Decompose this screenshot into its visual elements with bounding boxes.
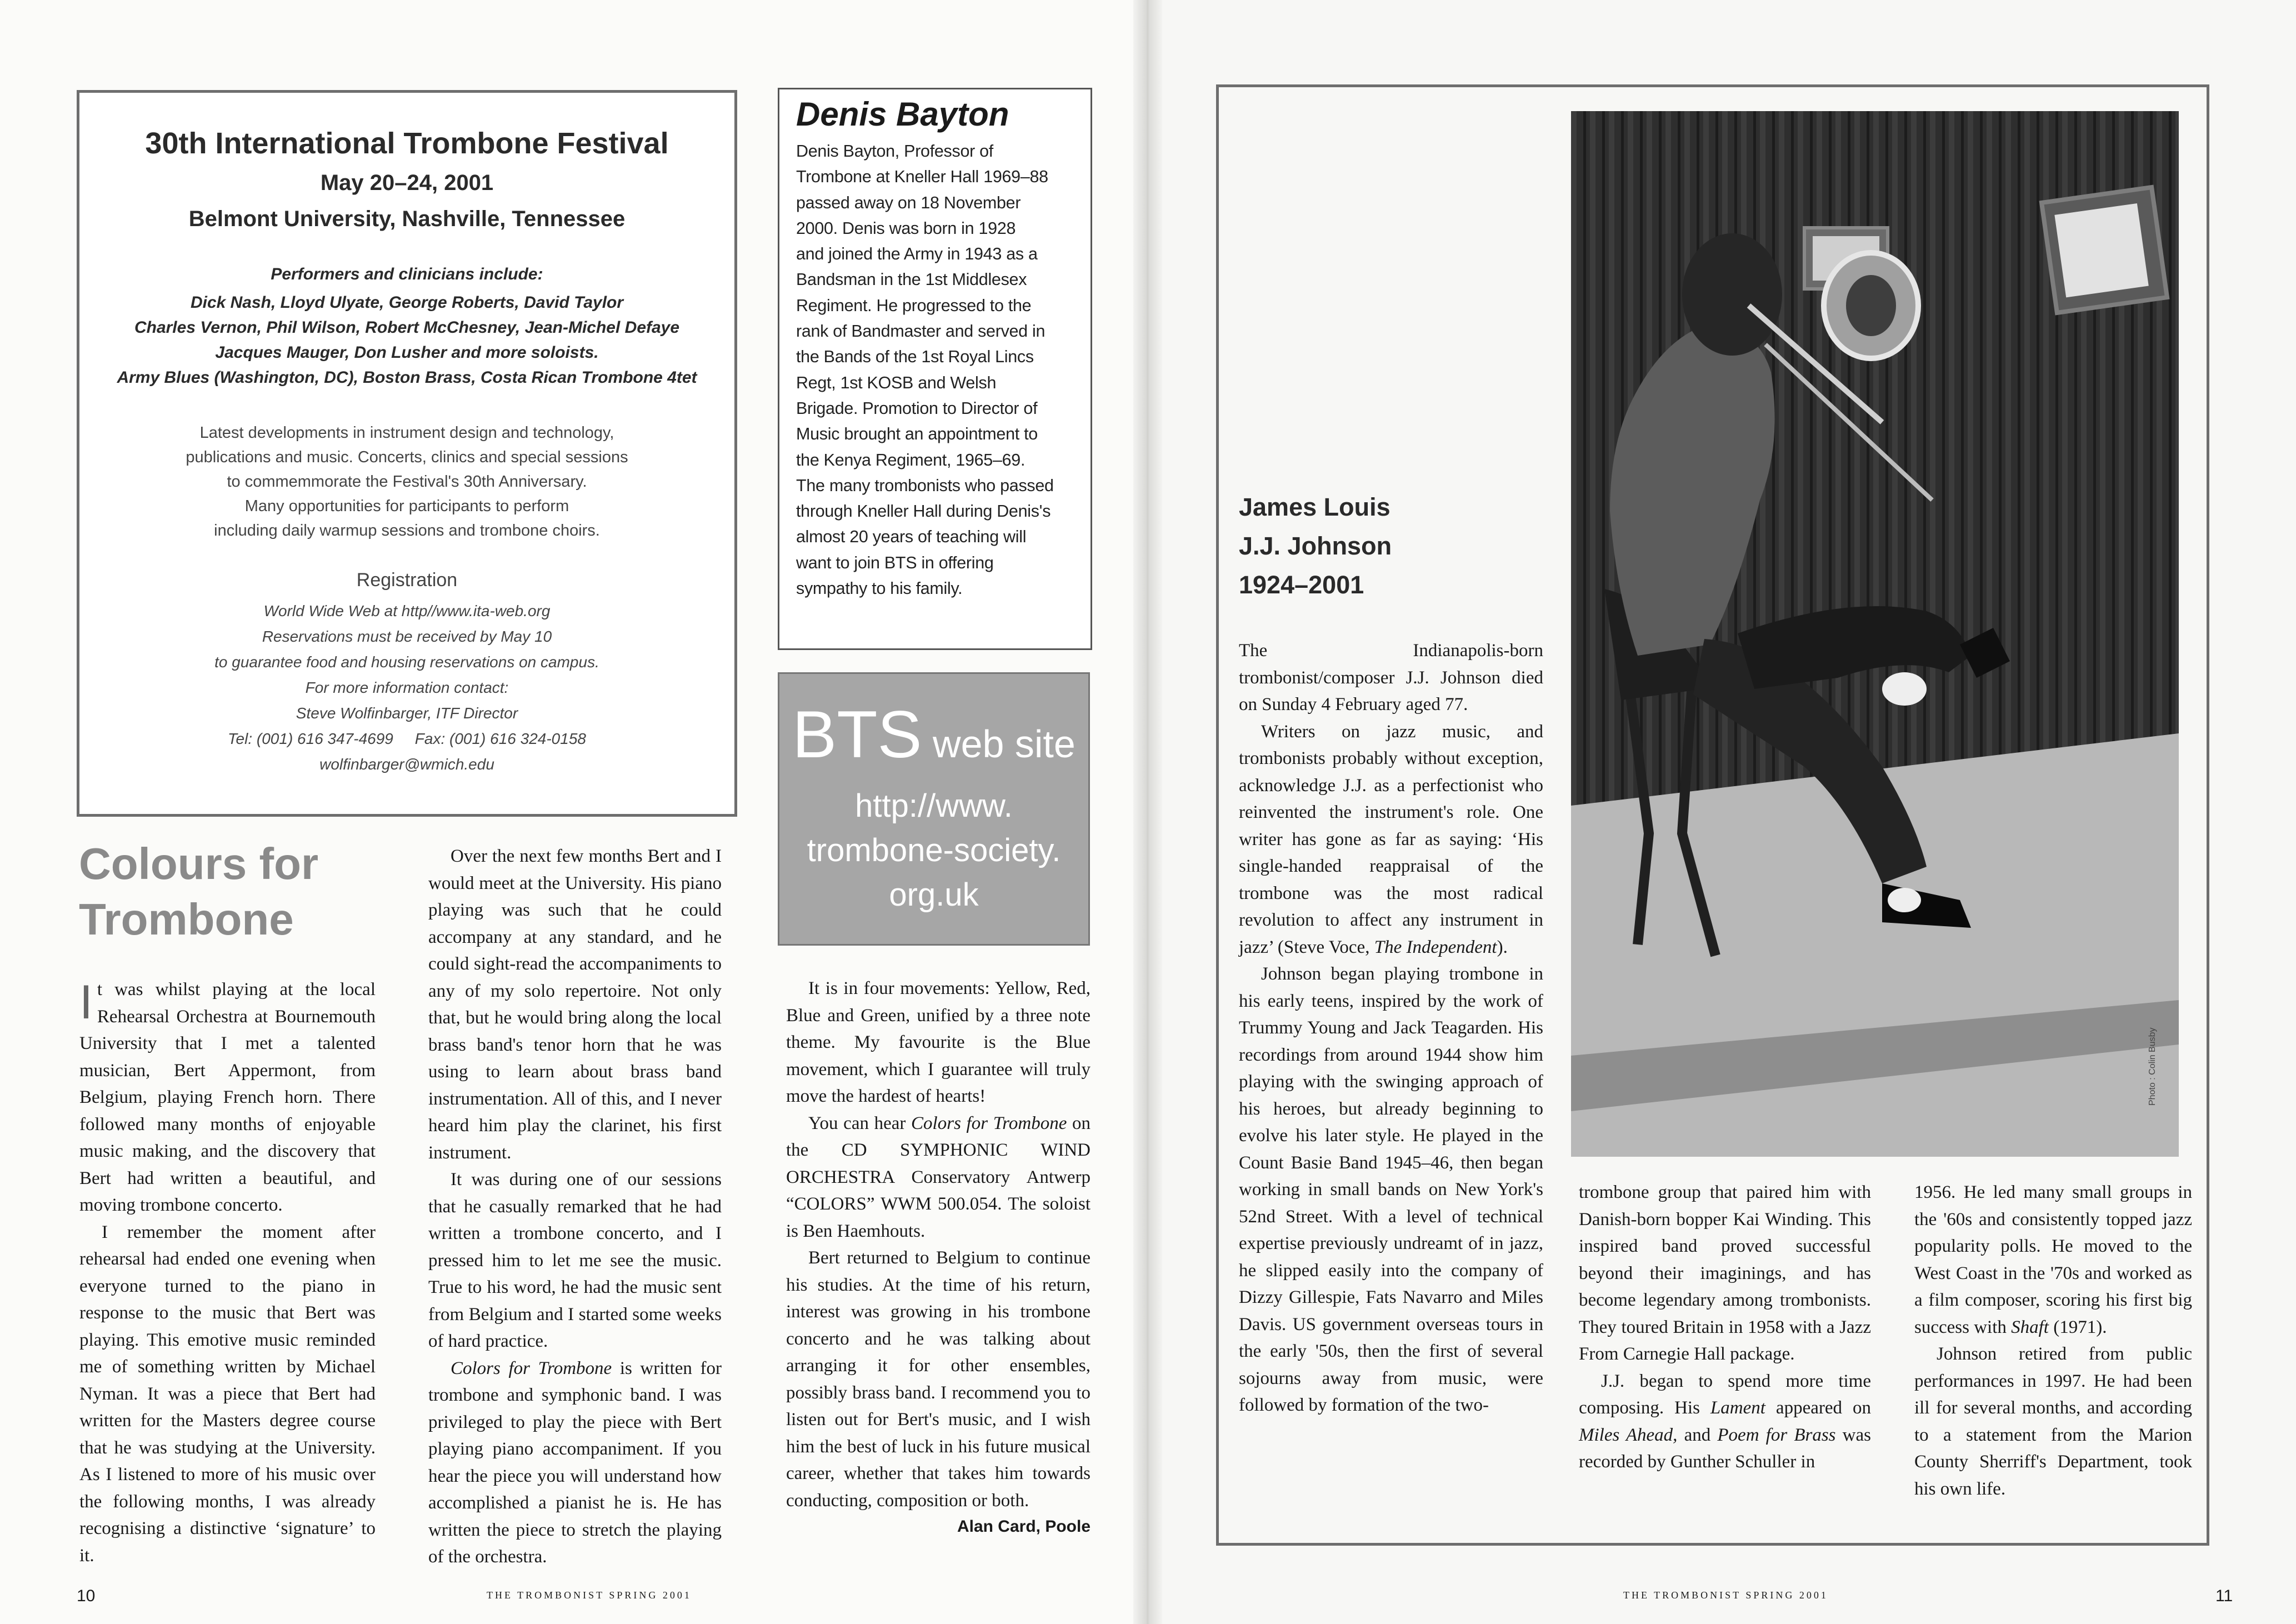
bayton-line: Regt, 1st KOSB and Welsh — [796, 373, 997, 392]
performers-heading: Performers and clinicians include: — [271, 265, 543, 283]
johnson-col2-p2-italic-1: Lament — [1710, 1398, 1765, 1418]
johnson-col2-p2-italic-2: Miles Ahead, — [1579, 1425, 1678, 1445]
bayton-line: 2000. Denis was born in 1928 — [796, 218, 1016, 238]
bayton-line: rank of Bandmaster and served in — [796, 322, 1046, 341]
bayton-line: Bandsman in the 1st Middlesex — [796, 270, 1027, 289]
colours-col3-p1: It is in four movements: Yellow, Red, Blue and Green, unified by a three note theme. My favourite is the Blue movement, which I guarantee will truly move the hardest of hearts! — [786, 978, 1091, 1106]
johnson-photo — [1571, 111, 2179, 1157]
johnson-heading-name: James Louis — [1239, 493, 1390, 521]
running-head-left: THE TROMBONIST SPRING 2001 — [487, 1590, 692, 1601]
article-title-line: Colours for — [79, 839, 319, 888]
johnson-col2-p2-mid-2: and — [1677, 1425, 1718, 1445]
description-line: publications and music. Concerts, clinics and special sessions — [186, 448, 628, 466]
bayton-line: almost 20 years of teaching will — [796, 527, 1027, 547]
bayton-line: want to join BTS in offering — [796, 553, 994, 572]
bayton-line: the Bands of the 1st Royal Lincs — [796, 347, 1034, 367]
johnson-paragraph — [1239, 718, 1543, 961]
bts-url[interactable] — [779, 784, 1088, 917]
johnson-col3-p1-post: (1971). — [2048, 1317, 2107, 1337]
johnson-col2-p2-italic-3: Poem for Brass — [1717, 1425, 1836, 1445]
bayton-line: through Kneller Hall during Denis's — [796, 502, 1051, 521]
johnson-column-2 — [1579, 1179, 1871, 1476]
johnson-column-3 — [1914, 1179, 2192, 1502]
johnson-col1-p2-italic: The Independent — [1374, 937, 1497, 957]
right-page — [1148, 0, 2296, 1624]
article-title-line: Trombone — [79, 895, 294, 944]
colours-column-2 — [428, 843, 722, 1571]
johnson-col3-p1-pre: 1956. He led many small groups in the '60s and consistently topped jazz popularity polls. He moved to the West Coast in the '70s and worked as a film composer, scoring his first big success with — [1914, 1182, 2192, 1337]
johnson-col2-p2-post: was recorded by Gunther Schuller in — [1579, 1425, 1872, 1472]
colours-paragraph — [786, 1110, 1091, 1245]
johnson-paragraph — [1579, 1368, 1871, 1476]
johnson-col1-p3: Johnson began playing trombone in his early teens, inspired by the work of Trummy Young and Jack Teagarden. His recordings from around 1944 show him playing with the swinging approach of his heroes, but already beginning to evolve his later style. He played in the Count Basie Band 1945–46, then began working in small bands on New York's 52nd Street. With a level of technical expertise previously undreamt of in jazz, he slipped easily into the company of Dizzy Gillespie, Fats Navarro and Miles Davis. US government overseas tours in the early '50s, then the first of several sojourns away from music, were followed by formation of the two- — [1239, 964, 1543, 1415]
performers-line: Army Blues (Washington, DC), Boston Brass, Costa Rican Trombone 4tet — [117, 368, 697, 387]
photo-illustration — [1571, 111, 2179, 1157]
colours-paragraph — [428, 1355, 722, 1571]
article-signature: Alan Card, Poole — [957, 1517, 1091, 1536]
festival-description — [79, 421, 734, 543]
johnson-col3-p2: Johnson retired from public performances in 1997. He had been ill for several months, and according to a statement from the Marion County Sherriff's Department, took his own life. — [1914, 1344, 2192, 1499]
bayton-line: passed away on 18 November — [796, 193, 1021, 212]
bayton-box — [778, 88, 1092, 650]
johnson-column-1 — [1239, 637, 1543, 1419]
running-head-right: THE TROMBONIST SPRING 2001 — [1623, 1590, 1828, 1601]
colours-col2-p3-rest: is written for trombone and symphonic band. I was privileged to play the piece with Bert playing piano accompaniment. If you hear the piece you will understand how accomplished a pianist he is. He has written the piece to stretch the playing of the orchestra. — [428, 1358, 722, 1567]
contact-name: Steve Wolfinbarger, ITF Director — [296, 704, 518, 722]
colours-col1-p1: t was whilst playing at the local Rehearsal Orchestra at Bournemouth University that I met a talented musician, Bert Appermont, from Belgium, playing French horn. There followed many months of enjoyable music making, and the discovery that Bert had written a beautiful, and moving trombone concerto. — [79, 980, 376, 1215]
bayton-line: Brigade. Promotion to Director of — [796, 398, 1038, 418]
contact-heading: For more information contact: — [305, 679, 509, 696]
bts-title-big: BTS — [792, 697, 922, 772]
festival-box — [77, 90, 737, 817]
registration-note: to guarantee food and housing reservations on campus. — [214, 653, 599, 671]
johnson-col1-p2-pre: Writers on jazz music, and trombonists probably without exception, acknowledge J.J. as a perfectionist who reinvented the instrument's role. One writer has gone as far as saying: ‘His single-handed reappraisal of the trombone was the most radical revolution to affect any instrument in jazz’ (Steve Voce, — [1239, 721, 1543, 957]
colours-col3-p2-post: on the CD SYMPHONIC WIND ORCHESTRA Conservatory Antwerp “COLORS” WWM 500.054. The soloist is Ben Haemhouts. — [786, 1113, 1091, 1241]
colours-col3-p2-pre: You can hear — [808, 1113, 912, 1133]
page-number-left: 10 — [77, 1587, 96, 1605]
bayton-line: Music brought an appointment to — [796, 424, 1038, 444]
bts-url-line[interactable]: org.uk — [889, 877, 979, 913]
bayton-line: and joined the Army in 1943 as a — [796, 244, 1038, 264]
performers-list — [79, 290, 734, 390]
colours-col3-p3: Bert returned to Belgium to continue his studies. At the time of his return, interest was growing in his trombone concerto and he was talking about arranging it for other ensembles, possibly brass band. I recommend you to listen out for Bert's music, and I wish him the best of luck in his future musical career, whether that takes him towards conducting, composition or both. — [786, 1248, 1091, 1511]
festival-dates: May 20–24, 2001 — [320, 171, 494, 195]
bayton-heading: Denis Bayton — [796, 96, 1009, 133]
colours-col2-p2: It was during one of our sessions that he casually remarked that he had written a trombone concerto, and I pressed him to let me see the music. True to his word, he had the music sent from Belgium and I started some weeks of hard practice. — [428, 1170, 722, 1351]
festival-venue: Belmont University, Nashville, Tennessee — [188, 207, 626, 231]
contact-email: wolfinbarger@wmich.edu — [319, 756, 494, 773]
bts-title-small: web site — [922, 722, 1076, 766]
bts-title — [779, 696, 1088, 773]
johnson-col1-p1: The Indianapolis-born trombonist/composer J.J. Johnson died on Sunday 4 February aged 77. — [1239, 641, 1543, 714]
description-line: including daily warmup sessions and trombone choirs. — [214, 522, 600, 539]
bayton-line: The many trombonists who passed — [796, 476, 1054, 495]
registration-deadline: Reservations must be received by May 10 — [262, 628, 552, 645]
registration-details — [79, 598, 734, 777]
drop-cap: I — [79, 976, 93, 1029]
johnson-col2-p2-mid-1: appeared on — [1765, 1398, 1871, 1418]
johnson-col1-p2-post: ). — [1497, 937, 1508, 957]
colours-col2-p1: Over the next few months Bert and I would meet at the University. His piano playing was such that he could accompany at any standard, and he could sight-read the accompaniments to any of my solo repertoire. Not only that, but he would bring along the local brass band's tenor horn that he was using to learn about brass band instrumentation. All of this, and I never heard him play the clarinet, his first instrument. — [428, 846, 722, 1163]
colours-col1-p2: I remember the moment after rehearsal had ended one evening when everyone turned to the piano in response to the music that Bert was playing. This emotive music reminded me of something written by Michael Nyman. It was a piece that Bert had written for the Masters degree course that he was studying at the University. As I listened to more of his music over the following months, I was already recognising a distinctive ‘signature’ to it. — [79, 1222, 376, 1566]
description-line: Latest developments in instrument design and technology, — [199, 424, 614, 442]
bts-url-line[interactable]: http://www. — [855, 788, 1013, 824]
johnson-heading-nickname: J.J. Johnson — [1239, 532, 1392, 560]
bts-website-box — [778, 672, 1090, 946]
contact-phone: Tel: (001) 616 347-4699 Fax: (001) 616 324-0158 — [228, 730, 586, 747]
colours-col2-p3-italic: Colors for Trombone — [451, 1358, 612, 1378]
description-line: Many opportunities for participants to perform — [244, 497, 569, 515]
colours-column-3 — [786, 975, 1091, 1540]
johnson-paragraph — [1914, 1179, 2192, 1341]
registration-website: World Wide Web at http//www.ita-web.org — [263, 602, 551, 619]
page-number-right: 11 — [2215, 1587, 2233, 1605]
bayton-line: sympathy to his family. — [796, 579, 963, 598]
colours-column-1 — [79, 976, 376, 1569]
johnson-col2-p2-pre: J.J. began to spend more time composing. His — [1579, 1371, 1871, 1418]
bayton-body — [796, 138, 1085, 601]
photo-credit: Photo : Colin Busby — [2148, 1027, 2157, 1106]
johnson-heading-years: 1924–2001 — [1239, 571, 1364, 599]
performers-line: Charles Vernon, Phil Wilson, Robert McChesney, Jean-Michel Defaye — [134, 318, 680, 337]
registration-heading: Registration — [356, 569, 458, 591]
performers-line: Jacques Mauger, Don Lusher and more soloists. — [215, 343, 599, 362]
festival-title: 30th International Trombone Festival — [145, 127, 669, 160]
johnson-heading — [1239, 488, 1392, 604]
performers-line: Dick Nash, Lloyd Ulyate, George Roberts, David Taylor — [190, 293, 624, 312]
johnson-col2-p1: trombone group that paired him with Danish-born bopper Kai Winding. This inspired band proved successful beyond their imaginings, and has become legendary among trombonists. They toured Britain in 1958 with a Jazz From Carnegie Hall package. — [1579, 1182, 1871, 1364]
description-line: to commemmorate the Festival's 30th Anniversary. — [227, 473, 587, 491]
johnson-col3-p1-italic: Shaft — [2011, 1317, 2049, 1337]
article-title — [79, 836, 318, 947]
colours-col3-p2-italic: Colors for Trombone — [911, 1113, 1067, 1133]
bayton-line: Regiment. He progressed to the — [796, 296, 1032, 315]
bayton-line: Denis Bayton, Professor of — [796, 142, 993, 161]
bayton-line: the Kenya Regiment, 1965–69. — [796, 450, 1026, 469]
bayton-line: Trombone at Kneller Hall 1969–88 — [796, 167, 1048, 187]
bts-url-line[interactable]: trombone-society. — [807, 832, 1061, 868]
colours-paragraph — [79, 976, 376, 1219]
